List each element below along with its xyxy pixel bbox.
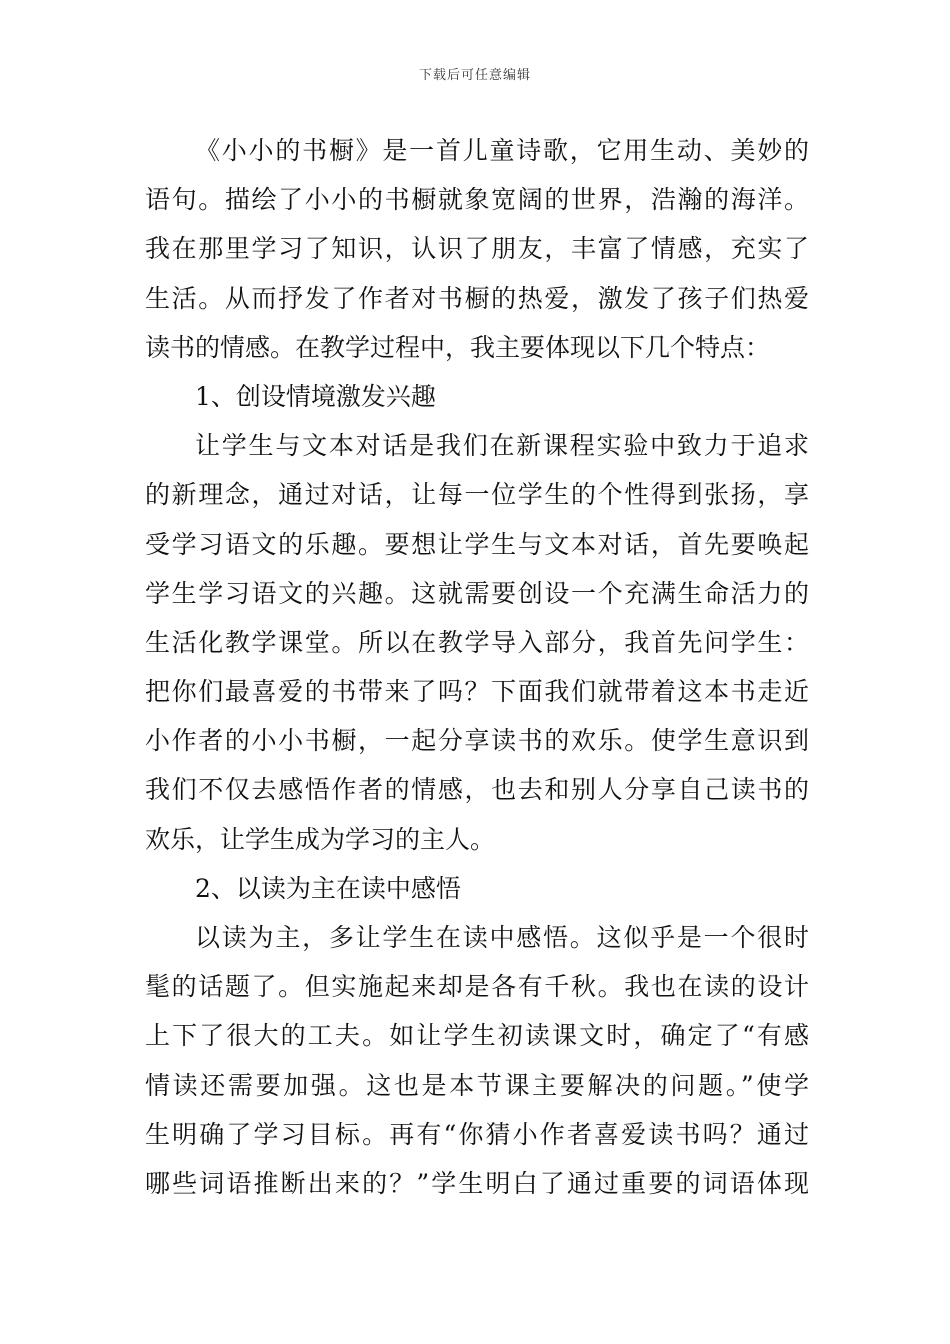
text-line: 受学习语文的乐趣。要想让学生与文本对话，首先要唤起 <box>145 529 809 559</box>
text-line: 1、创设情境激发兴趣 <box>195 381 436 411</box>
page-header-note: 下载后可任意编辑 <box>418 68 531 83</box>
text-line: 让学生与文本对话是我们在新课程实验中致力于追求 <box>195 431 809 461</box>
text-line: 把你们最喜爱的书带来了吗？下面我们就带着这本书走近 <box>145 677 809 707</box>
text-line: 小作者的小小书橱，一起分享读书的欢乐。使学生意识到 <box>145 726 809 756</box>
text-line: 学生学习语文的兴趣。这就需要创设一个充满生命活力的 <box>145 578 809 608</box>
text-line: 读书的情感。在教学过程中，我主要体现以下几个特点： <box>145 332 771 362</box>
text-line: 上下了很大的工夫。如让学生初读课文时，确定了“有感 <box>145 1021 809 1051</box>
text-line: 《小小的书橱》是一首儿童诗歌，它用生动、美妙的 <box>195 136 809 165</box>
document-body <box>145 126 809 1208</box>
text-line: 2、以读为主在读中感悟 <box>195 873 461 903</box>
text-line: 生明确了学习目标。再有“你猜小作者喜爱读书吗？通过 <box>145 1119 809 1149</box>
text-line: 我们不仅去感悟作者的情感，也去和别人分享自己读书的 <box>145 775 809 805</box>
text-line: 的新理念，通过对话，让每一位学生的个性得到张扬，享 <box>145 480 809 510</box>
text-line: 哪些词语推断出来的？”学生明白了通过重要的词语体现 <box>145 1168 809 1198</box>
text-line: 我在那里学习了知识，认识了朋友，丰富了情感，充实了 <box>145 234 809 264</box>
text-line: 生活。从而抒发了作者对书橱的热爱，激发了孩子们热爱 <box>145 283 809 313</box>
text-line: 欢乐，让学生成为学习的主人。 <box>145 824 496 854</box>
text-line: 情读还需要加强。这也是本节课主要解决的问题。”使学 <box>145 1070 809 1100</box>
text-line: 语句。描绘了小小的书橱就象宽阔的世界，浩瀚的海洋。 <box>145 185 809 215</box>
text-line: 髦的话题了。但实施起来却是各有千秋。我也在读的设计 <box>145 972 809 1002</box>
text-line: 以读为主，多让学生在读中感悟。这似乎是一个很时 <box>195 923 809 952</box>
text-line: 生活化教学课堂。所以在教学导入部分，我首先问学生： <box>145 627 809 657</box>
